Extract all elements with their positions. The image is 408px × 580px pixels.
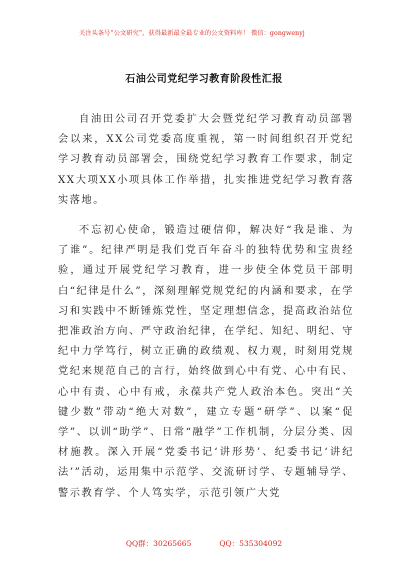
document-body (58, 110, 354, 504)
qq-group-number: 30265665 (153, 539, 192, 548)
body-paragraph-1: 自油田公司召开党委扩大会暨党纪学习教育动员部署会以来，XX公司党委高度重视，第一时间组织召开党纪学习教育动员部署会，围绕党纪学习教育工作要求，制定XX大项XX小项具体工作举措，扎实推进党纪学习教育落实落地。 (58, 114, 354, 206)
document-title: 石油公司党纪学习教育阶段性汇报 (125, 74, 283, 85)
qq-group-label: QQ群： (125, 539, 154, 548)
contact-footer (0, 538, 408, 549)
promo-header-text: 关注头条号“公文研究”，获得最新最全最专业的公文资料库！ 微信：gongwenyj (79, 30, 305, 37)
qq-number: 535304092 (239, 539, 283, 548)
qq-label: QQ： (219, 539, 240, 548)
body-paragraph-2: 不忘初心使命，锻造过硬信仰，解决好“我是谁、为了谁”。纪律严明是我们党百年奋斗的独特优势和宝贵经验，通过开展党纪学习教育，进一步使全体党员干部明白“纪律是什么”，深刻理解党规党纪的内涵和要求，在学习和实践中不断锤炼党性，坚定理想信念，提高政治站位把准政治方向、严守政治纪律，在学纪、知纪、明纪、守纪中力学笃行，树立正确的政绩观、权力观，时刻用党规党纪来规范自己的言行，始终做到心中有党、心中有民、心中有责、心中有戒，永葆共产党人政治本色。突出“关键少数”带动“绝大对数”，建立专题“研学”、以案“促学”、以训“助学”、日常“融学”工作机制，分层分类、因材施教。深入开展“党委书记‘讲形势’、纪委书记‘讲纪法’”活动，运用集中示范学、交流研讨学、专题辅导学、警示教育学、个人笃实学，示范引领广大党 (58, 225, 354, 499)
